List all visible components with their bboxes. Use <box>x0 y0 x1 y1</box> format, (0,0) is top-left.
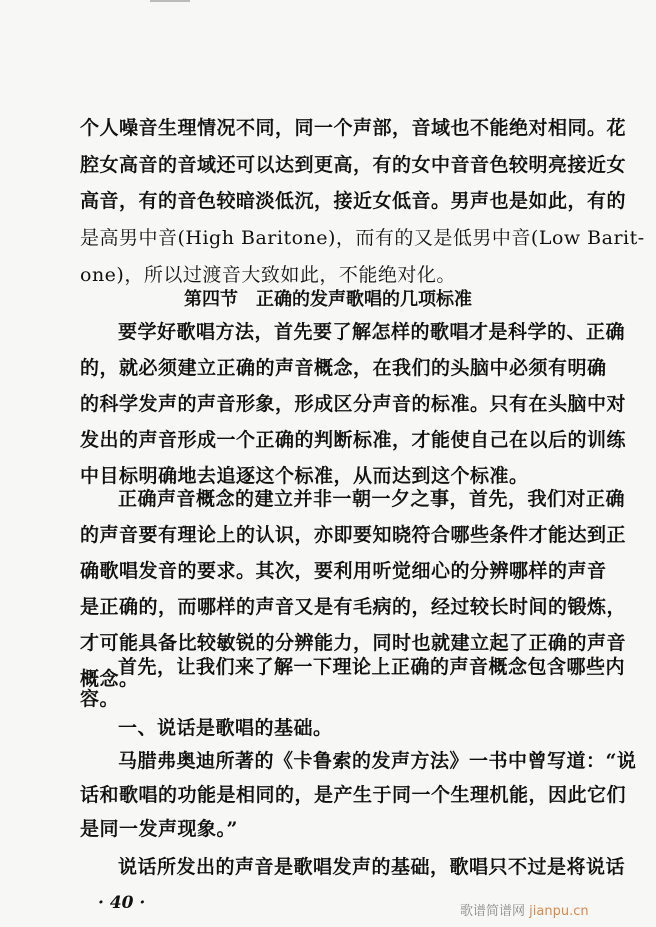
text-line: 个人噪音生理情况不同，同一个声部，音域也不能绝对相同。花 <box>80 117 627 139</box>
text-line: 要学好歌唱方法，首先要了解怎样的歌唱才是科学的、正确 <box>118 321 626 343</box>
text-line: 是正确的，而哪样的声音又是有毛病的，经过较长时间的锻炼， <box>80 596 627 618</box>
text-line: 中目标明确地去追逐这个标准，从而达到这个标准。 <box>80 465 529 487</box>
text-line: 容。 <box>80 688 120 710</box>
subheading: 一、说话是歌唱的基础。 <box>118 717 333 739</box>
text-line: 说话所发出的声音是歌唱发声的基础，歌唱只不过是将说话 <box>118 856 626 878</box>
text-line: 高音，有的音色较暗淡低沉，接近女低音。男声也是如此，有的 <box>80 190 627 212</box>
text-line: 话和歌唱的功能是相同的，是产生于同一个生理机能，因此它们 <box>80 784 627 806</box>
text-line: 的科学发声的声音形象，形成区分声音的标准。只有在头脑中对 <box>80 393 627 415</box>
watermark <box>460 900 589 919</box>
text-line: 腔女高音的音域还可以达到更高，有的女中音音色较明亮接近女 <box>80 154 627 176</box>
text-line: 发出的声音形成一个正确的判断标准，才能使自己在以后的训练 <box>80 429 627 451</box>
watermark-en: jianpu.cn <box>529 904 589 919</box>
text-line: 概念。 <box>80 668 139 690</box>
section-heading: 第四节 正确的发声歌唱的几项标准 <box>184 289 472 310</box>
text-line: 是同一发声现象。” <box>80 818 238 840</box>
text-line: 才可能具备比较敏锐的分辨能力，同时也就建立起了正确的声音 <box>80 632 627 654</box>
text-line: one)，所以过渡音大致如此，不能绝对化。 <box>80 264 456 286</box>
watermark-cn: 歌谱简谱网 <box>460 904 526 919</box>
text-line: 是高男中音(High Baritone)，而有的又是低男中音(Low Barit- <box>80 227 645 249</box>
text-line: 确歌唱发音的要求。其次，要利用听觉细心的分辨哪样的声音 <box>80 560 607 582</box>
scan-mark <box>150 0 190 2</box>
text-line: 的，就必须建立正确的声音概念，在我们的头脑中必须有明确 <box>80 357 607 379</box>
text-line: 马腊弗奥迪所著的《卡鲁索的发声方法》一书中曾写道：“说 <box>118 750 637 772</box>
text-line: 的声音要有理论上的认识，亦即要知晓符合哪些条件才能达到正 <box>80 524 627 546</box>
text-line: 正确声音概念的建立并非一朝一夕之事，首先，我们对正确 <box>118 488 626 510</box>
page-number: · 40 · <box>98 893 146 913</box>
text-line: 首先，让我们来了解一下理论上正确的声音概念包含哪些内 <box>118 656 626 678</box>
